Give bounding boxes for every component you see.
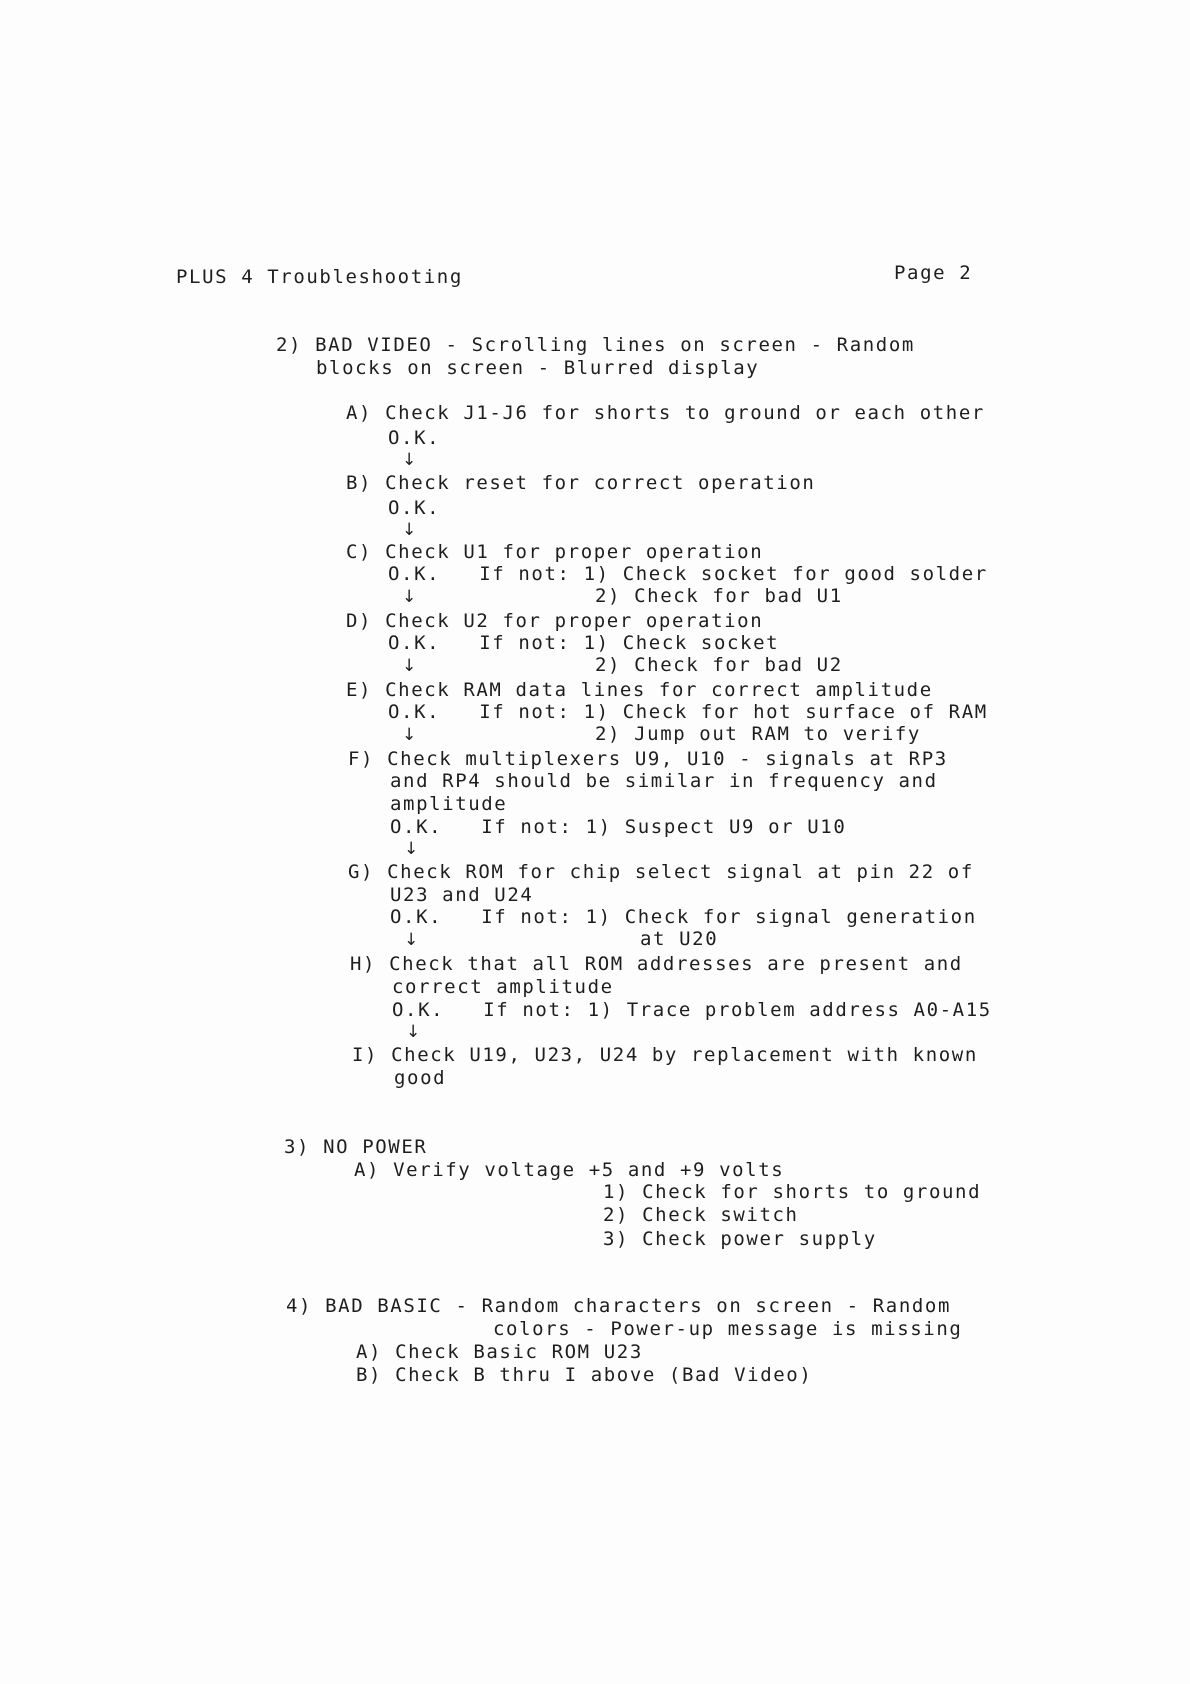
step-e: E) Check RAM data lines for correct amplitude — [346, 679, 933, 701]
step-e-fix-2: 2) Jump out RAM to verify — [595, 723, 921, 745]
step-c-fix-2: 2) Check for bad U1 — [595, 585, 843, 607]
step-h-cont: correct amplitude — [392, 976, 614, 998]
step-g-cont: U23 and U24 — [390, 884, 534, 906]
section-2-heading: 2) BAD VIDEO - Scrolling lines on screen - Random — [276, 334, 915, 356]
step-f-ok: O.K. If not: 1) Suspect U9 or U10 — [390, 816, 847, 838]
down-arrow-icon: ↓ — [402, 450, 417, 470]
step-d: D) Check U2 for proper operation — [346, 610, 764, 632]
step-d-fix-2: 2) Check for bad U2 — [595, 654, 843, 676]
step-g-ok: O.K. If not: 1) Check for signal generation — [390, 906, 977, 928]
down-arrow-icon: ↓ — [402, 725, 417, 745]
step-d-ok: O.K. If not: 1) Check socket — [388, 632, 780, 654]
step-i: I) Check U19, U23, U24 by replacement with known — [352, 1044, 978, 1066]
step-a-ok: O.K. — [388, 427, 441, 449]
step-a: A) Check J1-J6 for shorts to ground or each other — [346, 402, 985, 424]
section-2-heading-cont: blocks on screen - Blurred display — [316, 357, 760, 379]
section-4-heading-cont: colors - Power-up message is missing — [493, 1318, 963, 1340]
step-b-ok: O.K. — [388, 497, 441, 519]
section-4-step-a: A) Check Basic ROM U23 — [356, 1341, 643, 1363]
section-3-item-3: 3) Check power supply — [603, 1228, 877, 1250]
document-title: PLUS 4 Troubleshooting — [176, 266, 463, 288]
step-e-ok: O.K. If not: 1) Check for hot surface of RAM — [388, 701, 988, 723]
section-3-heading: 3) NO POWER — [284, 1136, 428, 1158]
section-4-step-b: B) Check B thru I above (Bad Video) — [356, 1364, 813, 1386]
step-i-cont: good — [394, 1067, 447, 1089]
page-number: Page 2 — [894, 262, 973, 284]
section-3-item-1: 1) Check for shorts to ground — [603, 1181, 982, 1203]
down-arrow-icon: ↓ — [406, 1022, 421, 1042]
down-arrow-icon: ↓ — [404, 930, 419, 950]
step-f-cont-2: amplitude — [390, 793, 508, 815]
section-3-step-a: A) Verify voltage +5 and +9 volts — [354, 1159, 785, 1181]
section-4-heading: 4) BAD BASIC - Random characters on screen - Random — [286, 1295, 951, 1317]
down-arrow-icon: ↓ — [402, 587, 417, 607]
step-f-cont-1: and RP4 should be similar in frequency and — [390, 770, 938, 792]
step-f: F) Check multiplexers U9, U10 - signals at RP3 — [348, 748, 948, 770]
step-g-fix-cont: at U20 — [640, 928, 719, 950]
step-h: H) Check that all ROM addresses are present and — [350, 953, 963, 975]
step-b: B) Check reset for correct operation — [346, 472, 816, 494]
down-arrow-icon: ↓ — [404, 839, 419, 859]
step-h-ok: O.K. If not: 1) Trace problem address A0-A15 — [392, 999, 992, 1021]
down-arrow-icon: ↓ — [402, 520, 417, 540]
step-c-ok: O.K. If not: 1) Check socket for good solder — [388, 563, 988, 585]
step-g: G) Check ROM for chip select signal at pin 22 of — [348, 861, 974, 883]
section-3-item-2: 2) Check switch — [603, 1204, 799, 1226]
down-arrow-icon: ↓ — [402, 656, 417, 676]
step-c: C) Check U1 for proper operation — [346, 541, 764, 563]
